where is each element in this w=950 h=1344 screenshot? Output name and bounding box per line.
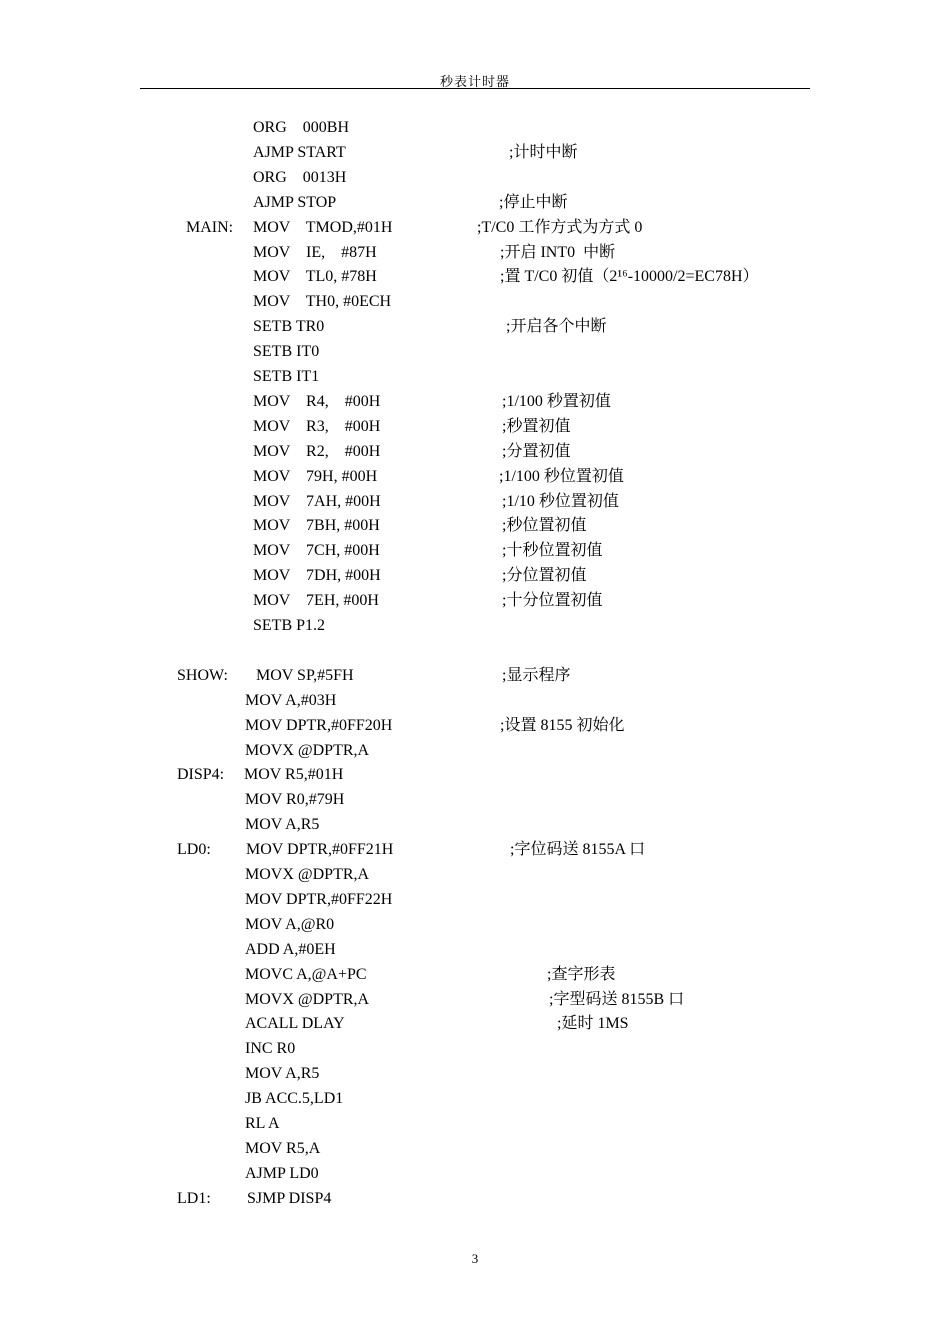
page-number: 3 [471, 1251, 479, 1266]
code-label: LD1: [177, 1189, 211, 1207]
code-instruction: MOV 7CH, #00H [253, 542, 380, 560]
code-comment: ;计时中断 [509, 143, 578, 161]
code-comment: ;1/100 秒置初值 [502, 392, 611, 410]
code-line [0, 292, 950, 317]
code-label: DISP4: [177, 766, 225, 784]
code-instruction: SETB P1.2 [253, 617, 326, 634]
code-instruction: MOV R0,#79H [245, 791, 345, 809]
code-line [0, 516, 950, 541]
code-comment: ;字位码送 8155A 口 [510, 841, 646, 859]
code-line [0, 790, 950, 815]
code-instruction: MOV A,R5 [245, 1065, 320, 1083]
code-instruction: ACALL DLAY [245, 1015, 345, 1033]
code-instruction: MOV IE, #87H [253, 243, 377, 261]
code-line [0, 541, 950, 566]
code-line [0, 317, 950, 342]
code-instruction: MOV 79H, #00H [253, 467, 378, 485]
code-instruction: MOV DPTR,#0FF21H [246, 841, 394, 859]
code-instruction: MOVX @DPTR,A [245, 990, 370, 1008]
code-comment: ;分置初值 [502, 442, 571, 460]
code-comment: ;秒位置初值 [502, 517, 587, 535]
code-instruction: MOV A,R5 [245, 816, 320, 834]
code-comment: ;开启各个中断 [506, 318, 607, 336]
code-comment: ;开启 INT0 中断 [500, 243, 616, 261]
code-instruction: MOVX @DPTR,A [245, 866, 370, 883]
code-line [0, 168, 950, 193]
code-instruction: MOV DPTR,#0FF22H [245, 890, 393, 908]
code-comment: ;1/10 秒位置初值 [502, 492, 619, 510]
code-comment: ;T/C0 工作方式为方式 0 [477, 218, 643, 236]
code-line [0, 566, 950, 591]
code-comment: ;查字形表 [547, 965, 616, 983]
code-line [0, 1064, 950, 1089]
code-comment: ;置 T/C0 初值（2¹⁶-10000/2=EC78H） [500, 268, 759, 286]
code-line [0, 990, 950, 1015]
code-comment: ;延时 1MS [557, 1015, 629, 1033]
code-label: SHOW: [177, 666, 228, 684]
code-line [0, 243, 950, 268]
code-instruction: MOVC A,@A+PC [245, 965, 367, 983]
code-line [0, 218, 950, 243]
code-line [0, 915, 950, 940]
code-instruction: SETB IT1 [253, 368, 320, 385]
code-line [0, 965, 950, 990]
code-line [0, 840, 950, 865]
code-line [0, 1014, 950, 1039]
code-instruction: MOV A,#03H [245, 691, 337, 709]
code-line [0, 641, 950, 666]
code-instruction: SETB TR0 [253, 318, 325, 336]
code-line [0, 118, 950, 143]
code-instruction: SETB IT0 [253, 343, 320, 361]
code-instruction: AJMP START [253, 143, 346, 161]
code-line [0, 1189, 950, 1214]
code-instruction: MOV R5,A [245, 1139, 321, 1157]
code-instruction: MOV R2, #00H [253, 442, 381, 460]
code-line [0, 1089, 950, 1114]
code-line [0, 467, 950, 492]
code-line [0, 691, 950, 716]
code-comment: ;分位置初值 [502, 567, 587, 585]
code-line [0, 616, 950, 641]
code-line [0, 267, 950, 292]
code-instruction: INC R0 [245, 1040, 296, 1058]
code-instruction: MOV SP,#5FH [256, 666, 354, 684]
header-rule [140, 88, 810, 89]
page-header-title: 秒表计时器 [439, 74, 510, 89]
code-line [0, 765, 950, 790]
code-comment: ;显示程序 [502, 666, 571, 684]
code-instruction: MOV 7EH, #00H [253, 592, 379, 610]
code-line [0, 741, 950, 766]
code-line [0, 143, 950, 168]
code-line [0, 367, 950, 392]
code-instruction: MOV R3, #00H [253, 417, 381, 435]
code-instruction: MOV R4, #00H [253, 392, 381, 410]
code-line [0, 666, 950, 691]
code-instruction: ORG 000BH [253, 119, 350, 136]
code-line [0, 1164, 950, 1189]
code-label: MAIN: [186, 218, 234, 236]
code-instruction: ADD A,#0EH [245, 940, 336, 958]
code-line [0, 1139, 950, 1164]
code-instruction: SJMP DISP4 [247, 1189, 332, 1207]
code-line [0, 417, 950, 442]
code-comment: ;十分位置初值 [502, 592, 603, 610]
code-line [0, 890, 950, 915]
code-instruction: MOV A,@R0 [245, 915, 335, 933]
code-instruction: MOV 7AH, #00H [253, 492, 381, 510]
code-instruction: MOV 7DH, #00H [253, 567, 381, 585]
code-line [0, 1039, 950, 1064]
code-instruction: AJMP LD0 [245, 1164, 319, 1182]
code-line [0, 940, 950, 965]
code-line [0, 342, 950, 367]
code-comment: ;十秒位置初值 [502, 542, 603, 560]
code-line [0, 492, 950, 517]
code-label: LD0: [177, 841, 211, 859]
code-line [0, 716, 950, 741]
code-comment: ;设置 8155 初始化 [500, 716, 625, 734]
code-instruction: MOV TMOD,#01H [253, 218, 393, 236]
code-instruction: MOV TL0, #78H [253, 268, 377, 286]
code-comment: ;秒置初值 [502, 417, 571, 435]
code-instruction: RL A [245, 1115, 280, 1132]
code-comment: ;1/100 秒位置初值 [499, 467, 624, 485]
code-line [0, 591, 950, 616]
code-instruction: MOV R5,#01H [244, 766, 344, 784]
code-comment: ;停止中断 [499, 193, 568, 211]
code-instruction: ORG 0013H [253, 168, 347, 186]
code-instruction: MOV 7BH, #00H [253, 517, 380, 535]
code-instruction: MOVX @DPTR,A [245, 741, 370, 759]
code-instruction: MOV DPTR,#0FF20H [245, 716, 393, 734]
code-line [0, 815, 950, 840]
code-line [0, 865, 950, 890]
code-instruction: MOV TH0, #0ECH [253, 293, 392, 311]
code-line [0, 392, 950, 417]
code-line [0, 1114, 950, 1139]
code-line [0, 442, 950, 467]
code-instruction: AJMP STOP [253, 193, 337, 211]
code-comment: ;字型码送 8155B 口 [549, 990, 685, 1008]
code-instruction: JB ACC.5,LD1 [245, 1090, 344, 1108]
code-line [0, 193, 950, 218]
